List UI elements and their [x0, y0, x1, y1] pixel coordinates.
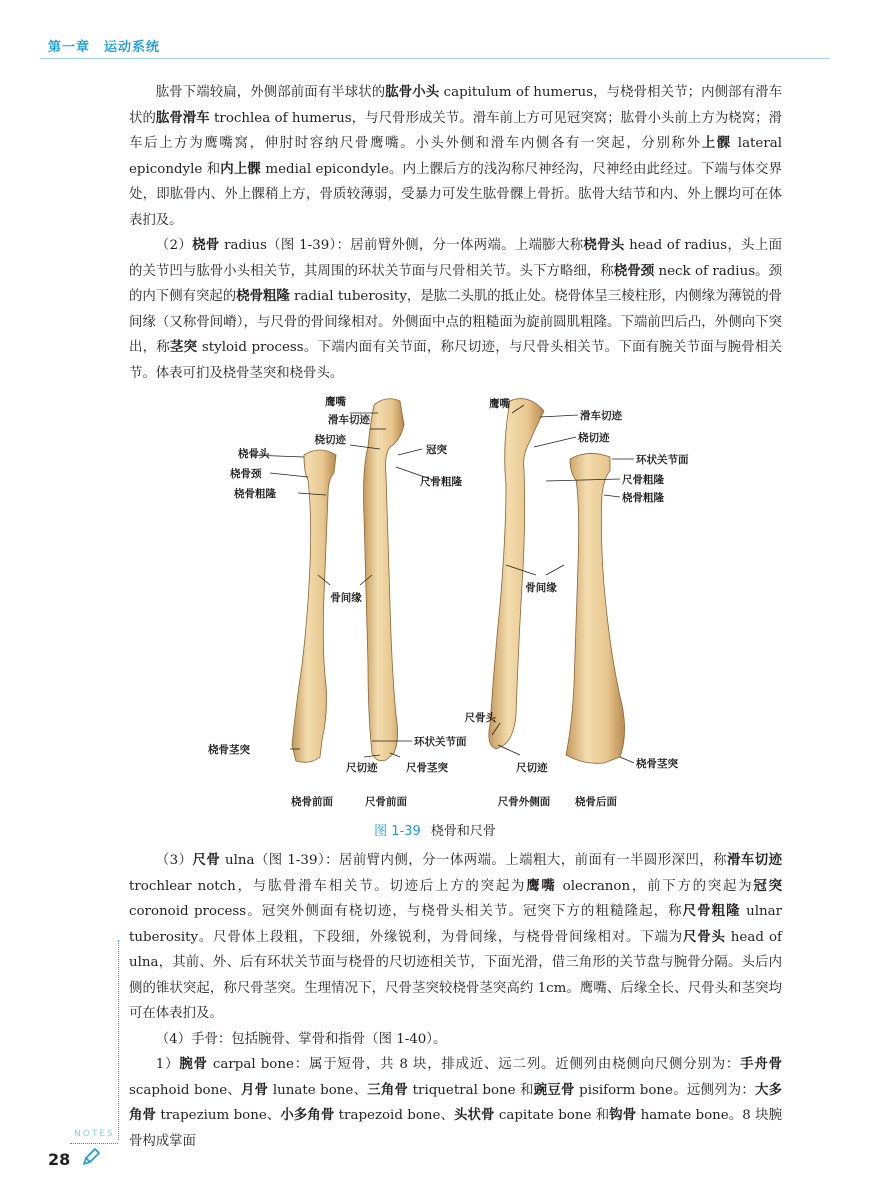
- term: 上髁: [701, 136, 732, 151]
- term: 三角骨: [367, 1082, 409, 1098]
- text-run: ulna（图 1-39）：居前臂内侧，分一体两端。上端粗大，前面有一半圆形深凹，称: [220, 853, 728, 868]
- label-ulnar-head: 尺骨头: [464, 712, 496, 724]
- text-run: （3）: [155, 853, 193, 868]
- term: 大多角骨: [129, 1082, 783, 1123]
- term: 尺骨粗隆: [682, 904, 741, 919]
- paragraph: [129, 1052, 782, 1154]
- chapter-number: 第一章: [48, 40, 91, 55]
- label-trochlear-notch-1: 滑车切迹: [328, 414, 370, 426]
- term: 鹰嘴: [526, 878, 557, 894]
- text-run: lunate bone、: [268, 1082, 368, 1098]
- label-trochlear-notch-2: 滑车切迹: [580, 410, 622, 422]
- body-text-bottom: [129, 848, 782, 1154]
- term: 尺骨头: [682, 929, 726, 945]
- label-ulnar-tuberosity-2: 尺骨粗隆: [622, 474, 664, 486]
- text-run: （2）: [155, 238, 193, 253]
- view-label-radius-anterior: 桡骨前面: [291, 796, 333, 808]
- label-radial-tuberosity-2: 桡骨粗隆: [622, 492, 664, 504]
- text-run: coronoid process。冠突外侧面有桡切迹，与桡骨头相关节。冠突下方的粗糙隆起，称: [129, 904, 683, 919]
- view-label-radius-posterior: 桡骨后面: [575, 796, 617, 808]
- label-interosseous-2: 骨间缘: [525, 582, 557, 594]
- radius-anterior-shape: [292, 450, 336, 762]
- label-radial-tuberosity-1: 桡骨粗隆: [234, 488, 276, 500]
- paragraph: [129, 233, 782, 386]
- term: 头状骨: [454, 1108, 495, 1123]
- text-run: ulnar tuberosity。尺骨体上段粗，下段细，外缘锐利，为骨间缘，与桡骨骨间缘相对。下端为: [129, 904, 782, 945]
- text-run: triquetral bone 和: [408, 1082, 534, 1098]
- text-run: scaphoid bone、: [129, 1082, 242, 1098]
- text-run: head of ulna，其前、外、后有环状关节面与桡骨的尺切迹相关节，下面光滑，借三角形的关节盘与腕骨分隔。头后内侧的锥状突起，称尺骨茎突。生理情况下，尺骨茎突较桡骨茎突高约 1cm。鹰嘴、后缘全长、尺骨头和茎突均可在体表扪及。: [129, 929, 783, 1021]
- pencil-icon: [80, 1146, 102, 1168]
- label-ulnar-notch-2: 尺切迹: [516, 762, 548, 774]
- text-run: styloid process。下端内面有关节面，称尺切迹，与尺骨头相关节。下面有腕关节面与腕骨相关节。体表可扪及桡骨茎突和桡骨头。: [129, 340, 783, 381]
- ulna-anterior-shape: [364, 399, 405, 761]
- term: 钩骨: [609, 1108, 637, 1123]
- label-radial-head: 桡骨头: [238, 448, 270, 460]
- paragraph: [129, 848, 782, 1027]
- label-annular-surface-2: 环状关节面: [414, 736, 467, 748]
- body-text-top: [129, 80, 782, 386]
- text-run: neck of radius。颈的内下侧有突起的: [129, 263, 783, 304]
- header-rule: [40, 58, 830, 59]
- text-run: capitulum of humerus，与桡骨相关节；内侧部有滑车状的: [129, 85, 783, 126]
- text-run: lateral epicondyle 和: [129, 136, 783, 177]
- page-number: 28: [48, 1150, 71, 1169]
- text-run: （4）手骨：包括腕骨、掌骨和指骨（图 1-40）。: [155, 1031, 447, 1047]
- term: 手舟骨: [740, 1057, 782, 1072]
- term: 肱骨滑车: [155, 110, 210, 126]
- term: 桡骨粗隆: [236, 289, 290, 304]
- view-label-ulna-anterior: 尺骨前面: [365, 796, 407, 808]
- label-ulnar-notch-1: 尺切迹: [346, 762, 378, 774]
- text-run: hamate bone。8 块腕骨构成掌面: [129, 1108, 783, 1149]
- text-run: trapezium bone、: [155, 1108, 281, 1123]
- label-radial-neck: 桡骨颈: [230, 468, 262, 480]
- figure-caption: [0, 820, 870, 839]
- radius-posterior-shape: [566, 453, 625, 763]
- term: 桡骨颈: [613, 263, 655, 279]
- text-run: pisiform bone。远侧列为：: [574, 1082, 756, 1098]
- label-radial-notch-2: 桡切迹: [578, 432, 610, 444]
- term: 桡骨头: [583, 238, 625, 253]
- term: 豌豆骨: [533, 1082, 575, 1098]
- text-run: trochlear notch，与肱骨滑车相关节。切迹后上方的突起为: [129, 878, 527, 894]
- term: 茎突: [170, 340, 198, 355]
- text-run: capitate bone 和: [494, 1108, 610, 1123]
- ulna-lateral-shape: [489, 399, 544, 749]
- text-run: 肱骨下端较扁，外侧部前面有半球状的: [155, 85, 386, 100]
- term: 腕骨: [179, 1057, 208, 1072]
- notes-margin-rule: [118, 940, 119, 1140]
- figure-number: 图 1-39: [374, 824, 421, 839]
- term: 小多角骨: [280, 1108, 335, 1123]
- term: 肱骨小头: [385, 85, 440, 100]
- chapter-title: 运动系统: [104, 40, 161, 55]
- figure-radius-ulna: [200, 385, 700, 815]
- text-run: trochlea of humerus，与尺骨形成关节。滑车前上方可见冠突窝；肱骨小头前上方为桡窝；滑车后上方为鹰嘴窝，伸肘时容纳尺骨鹰嘴。小头外侧和滑车内侧各有一突起，分别称外: [129, 110, 783, 151]
- figure-illustration: [200, 385, 700, 815]
- text-run: radius（图 1-39）：居前臂外侧，分一体两端。上端膨大称: [219, 238, 584, 253]
- figure-title: 桡骨和尺骨: [430, 824, 496, 839]
- term: 月骨: [241, 1082, 269, 1098]
- paragraph: [129, 80, 782, 233]
- text-run: radial tuberosity，是肱二头肌的抵止处。桡骨体呈三棱柱形，内侧缘为薄锐的骨间缘（又称骨间嵴），与尺骨的骨间缘相对。外侧面中点的粗糙面为旋前圆肌粗隆。下端前凹后凸，外侧向下突出，称: [129, 289, 783, 355]
- notes-underline: [70, 1143, 118, 1144]
- text-run: carpal bone：属于短骨，共 8 块，排成近、远二列。近侧列由桡侧向尺侧分别为：: [207, 1057, 741, 1072]
- text-run: medial epicondyle。内上髁后方的浅沟称尺神经沟，尺神经由此经过。下端与体交界处，即肱骨内、外上髁稍上方，骨质较薄弱，受暴力可发生肱骨髁上骨折。肱骨大结节和内、外上髁均可在体表扪及。: [129, 161, 782, 228]
- label-ulnar-tuberosity-1: 尺骨粗隆: [420, 476, 462, 488]
- label-radial-styloid-1: 桡骨茎突: [208, 744, 250, 756]
- label-interosseous-1: 骨间缘: [330, 592, 362, 604]
- text-run: olecranon，前下方的突起为: [556, 878, 754, 894]
- view-label-ulna-lateral: 尺骨外侧面: [497, 796, 551, 808]
- term: 冠突: [753, 878, 783, 894]
- text-run: head of radius，头上面的关节凹与肱骨小头相关节，其周围的环状关节面与尺骨相关节。头下方略细，称: [129, 238, 782, 279]
- term: 内上髁: [220, 161, 261, 177]
- label-radial-styloid-2: 桡骨茎突: [636, 758, 678, 770]
- label-coronoid: 冠突: [426, 444, 447, 456]
- term: 桡骨: [192, 238, 220, 253]
- text-run: 1）: [155, 1057, 180, 1072]
- running-head: [48, 36, 160, 55]
- label-ulnar-styloid: 尺骨茎突: [406, 762, 448, 774]
- label-radial-notch-1: 桡切迹: [314, 434, 346, 446]
- term: 滑车切迹: [727, 853, 782, 868]
- paragraph: [129, 1027, 782, 1053]
- notes-label: NOTES: [74, 1129, 115, 1139]
- label-olecranon-2: 鹰嘴: [489, 398, 510, 410]
- label-annular-surface-1: 环状关节面: [636, 454, 689, 466]
- label-olecranon-1: 鹰嘴: [325, 396, 346, 408]
- term: 尺骨: [192, 853, 221, 868]
- text-run: trapezoid bone、: [334, 1108, 455, 1123]
